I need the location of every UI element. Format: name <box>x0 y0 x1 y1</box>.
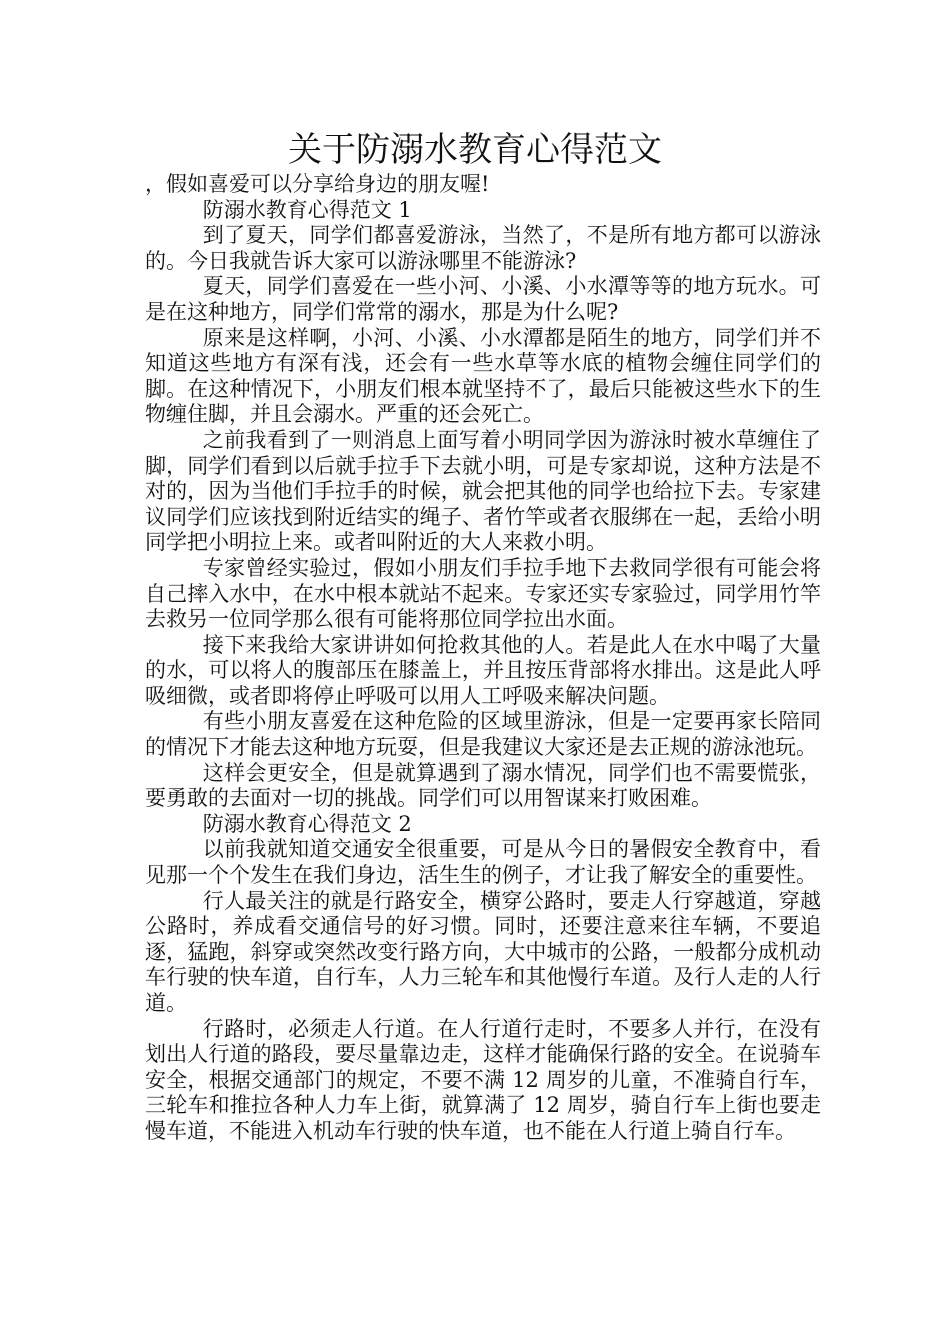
body-paragraph: 这样会更安全，但是就算遇到了溺水情况，同学们也不需要慌张，要勇敢的去面对一切的挑战。同学们可以用智谋来打败困难。 <box>145 760 821 811</box>
body-paragraph: 接下来我给大家讲讲如何抢救其他的人。若是此人在水中喝了大量的水，可以将人的腹部压在膝盖上，并且按压背部将水排出。这是此人呼吸细微，或者即将停止呼吸可以用人工呼吸来解决问题。 <box>145 632 821 708</box>
body-paragraph: 之前我看到了一则消息上面写着小明同学因为游泳时被水草缠住了脚，同学们看到以后就手拉手下去就小明，可是专家却说，这种方法是不对的，因为当他们手拉手的时候，就会把其他的同学也给拉下去。专家建议同学们应该找到附近结实的绳子、者竹竿或者衣服绑在一起，丢给小明同学把小明拉上来。或者叫附近的大人来救小明。 <box>145 427 821 555</box>
body-paragraph: 夏天，同学们喜爱在一些小河、小溪、小水潭等等的地方玩水。可是在这种地方，同学们常常的溺水，那是为什么呢? <box>145 274 821 324</box>
body-paragraph: 有些小朋友喜爱在这种危险的区域里游泳，但是一定要再家长陪同的情况下才能去这种地方玩耍，但是我建议大家还是去正规的游泳池玩。 <box>145 709 821 760</box>
body-paragraph: 行路时，必须走人行道。在人行道行走时，不要多人并行，在没有划出人行道的路段，要尽量靠边走，这样才能确保行路的安全。在说骑车安全，根据交通部门的规定，不要不满 12 周岁的儿童，不准骑自行车，三轮车和推拉各种人力车上街，就算满了 12 周岁，骑自行车上街也要走慢车道，不能进入机动车行驶的快车道，也不能在人行道上骑自行车。 <box>145 1016 821 1143</box>
section-heading-2: 防溺水教育心得范文 2 <box>202 811 412 836</box>
body-paragraph: 专家曾经实验过，假如小朋友们手拉手地下去救同学很有可能会将自己摔入水中，在水中根本就站不起来。专家还实专家验过，同学用竹竿去救另一位同学那么很有可能将那位同学拉出水面。 <box>145 555 821 632</box>
section-heading-1: 防溺水教育心得范文 1 <box>202 197 412 222</box>
body-paragraph: 以前我就知道交通安全很重要，可是从今日的暑假安全教育中，看见那一个个发生在我们身边，活生生的例子，才让我了解安全的重要性。 <box>145 837 821 888</box>
body-paragraph: 原来是这样啊，小河、小溪、小水潭都是陌生的地方，同学们并不知道这些地方有深有浅，还会有一些水草等水底的植物会缠住同学们的脚。在这种情况下，小朋友们根本就坚持不了，最后只能被这些水下的生物缠住脚，并且会溺水。严重的还会死亡。 <box>145 325 821 427</box>
body-paragraph: 到了夏天，同学们都喜爱游泳，当然了，不是所有地方都可以游泳的。今日我就告诉大家可以游泳哪里不能游泳? <box>145 223 821 273</box>
page-title: 关于防溺水教育心得范文 <box>288 130 662 170</box>
intro-paragraph: ，假如喜爱可以分享给身边的朋友喔! <box>145 172 490 196</box>
document-body <box>145 172 821 1145</box>
body-paragraph: 行人最关注的就是行路安全，横穿公路时，要走人行穿越道，穿越公路时，养成看交通信号的好习惯。同时，还要注意来往车辆，不要追逐，猛跑，斜穿或突然改变行路方向，大中城市的公路，一般都分成机动车行驶的快车道，自行车，人力三轮车和其他慢行车道。及行人走的人行道。 <box>145 888 821 1015</box>
